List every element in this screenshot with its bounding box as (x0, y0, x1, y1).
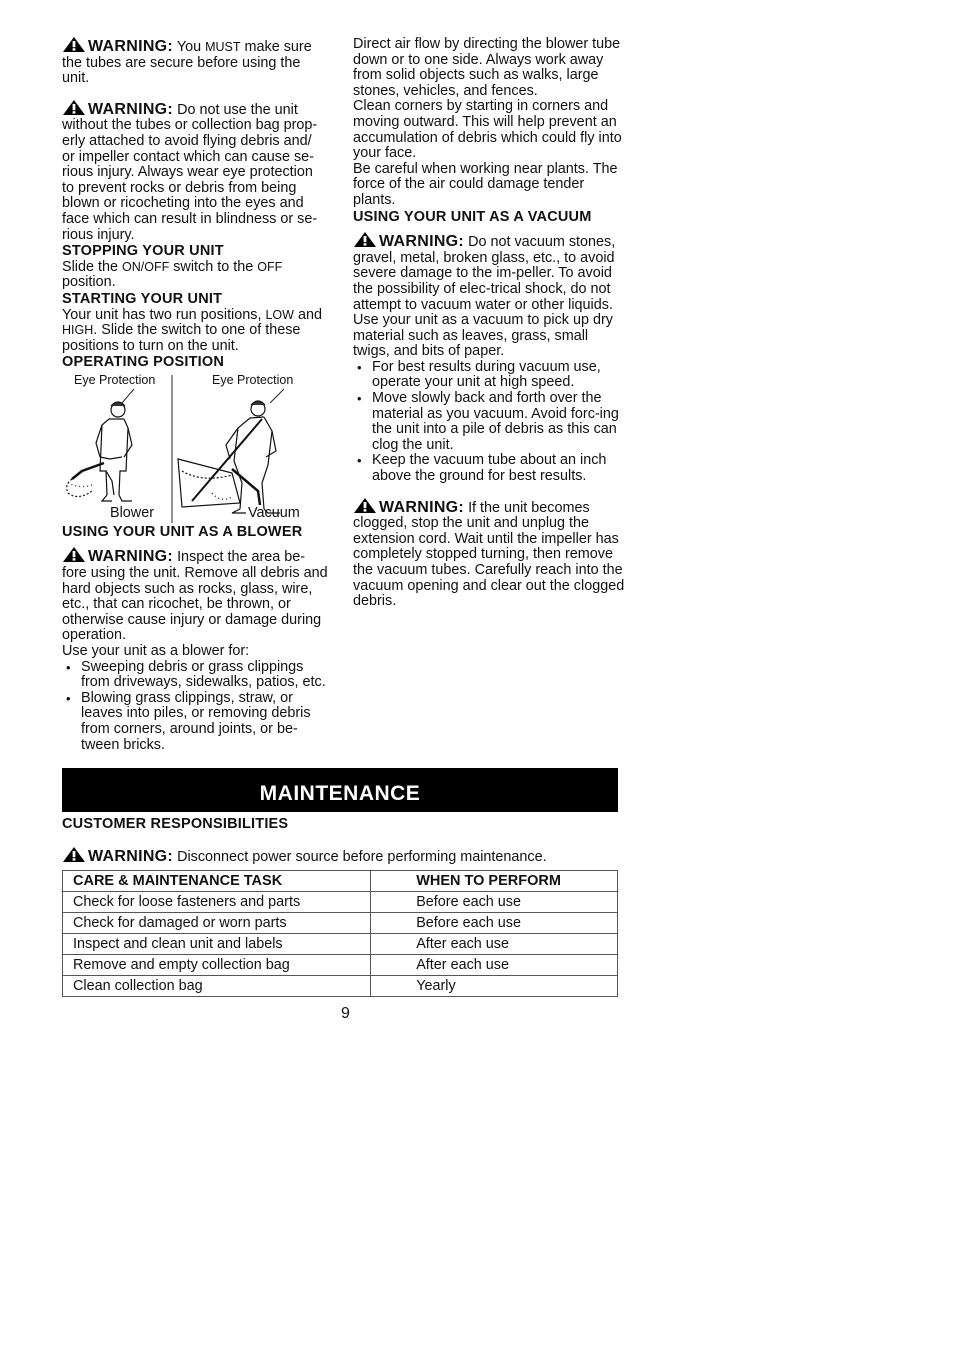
warning-label: WARNING: (88, 848, 174, 865)
warning-icon (353, 231, 377, 248)
table-cell-when: After each use (371, 934, 618, 955)
warning-icon (62, 846, 86, 863)
warning-text: You (176, 39, 206, 55)
table-cell-task: Check for damaged or worn parts (63, 913, 371, 934)
warning-text: make sure the tubes are secure before using the unit. (62, 39, 312, 87)
warning-icon (353, 497, 377, 514)
warning-tubes-secure (62, 36, 328, 87)
warning-text: Inspect the area be-fore using the unit. Remove all debris and hard objects such as rocks, glass, wire, etc., that can ricochet, be thrown, or otherwise cause injury or damage during operation. (62, 549, 328, 644)
right-column (353, 37, 625, 610)
eye-protection-label-right: Eye Protection (212, 372, 294, 387)
table-header-task: CARE & MAINTENANCE TASK (63, 871, 371, 892)
table-cell-when: After each use (371, 955, 618, 976)
list-item: • Blowing grass clippings, straw, or leaves into piles, or removing debris from corners, around joints, or be-tween bricks. (62, 691, 328, 753)
warning-icon (62, 36, 86, 53)
left-column (62, 36, 328, 753)
operator-figures-drawing (62, 373, 312, 523)
stopping-text: Slide the ON/OFF switch to the OFF position. (62, 258, 283, 291)
table-cell-task: Clean collection bag (63, 976, 371, 997)
clean-corners-text: Clean corners by starting in corners and moving outward. This will help prevent an accumulation of debris which could fly into your face. (353, 98, 622, 162)
list-item: • For best results during vacuum use, operate your unit at high speed. (353, 360, 625, 391)
page-number: 9 (341, 1005, 350, 1022)
table-cell-when: Yearly (371, 976, 618, 997)
operating-position-illustration (62, 373, 312, 523)
table-cell-when: Before each use (371, 892, 618, 913)
starting-heading: STARTING YOUR UNIT (62, 290, 223, 307)
vacuum-bullet-list (353, 360, 625, 485)
direct-air-text: Direct air flow by directing the blower tube down or to one side. Always work away from solid objects such as walks, large stones, vehicles, and fences. (353, 36, 621, 99)
list-item: • Keep the vacuum tube about an inch above the ground for best results. (353, 453, 625, 484)
warning-no-vacuum (353, 231, 625, 313)
table-cell-task: Inspect and clean unit and labels (63, 934, 371, 955)
stopping-heading: STOPPING YOUR UNIT (62, 243, 224, 260)
warning-label: WARNING: (379, 498, 465, 516)
table-header-when: WHEN TO PERFORM (371, 871, 618, 892)
vacuum-caption: Vacuum (248, 504, 300, 521)
list-item: • Move slowly back and forth over the material as you vacuum. Avoid forc-ing the unit into a pile of debris as this can clog the unit. (353, 391, 625, 453)
customer-responsibilities-heading: CUSTOMER RESPONSIBILITIES (62, 816, 289, 832)
table-cell-when: Before each use (371, 913, 618, 934)
careful-plants-text: Be careful when working near plants. The force of the air could damage tender plants. (353, 160, 618, 208)
blower-bullet-list (62, 660, 328, 754)
operating-heading: OPERATING POSITION (62, 354, 225, 371)
blower-caption: Blower (110, 504, 154, 521)
warning-text: If the unit becomes clogged, stop the unit and unplug the extension cord. Wait until the impeller has completely stopped turning, then remove the vacuum tubes. Carefully reach into the vacuum opening and clear out the clogged debris. (353, 499, 625, 610)
table-header-row (63, 871, 618, 892)
maintenance-banner: MAINTENANCE (62, 768, 618, 812)
table-row (63, 976, 618, 997)
warning-label: WARNING: (88, 548, 174, 566)
vacuum-intro: Use your unit as a vacuum to pick up dry material such as leaves, grass, small twigs, and bits of paper. (353, 312, 613, 360)
warning-text: Disconnect power source before performing maintenance. (177, 849, 547, 865)
blower-intro: Use your unit as a blower for: (62, 643, 250, 660)
warning-no-tubes (62, 99, 328, 243)
eye-protection-label-left: Eye Protection (74, 372, 156, 387)
vacuum-heading: USING YOUR UNIT AS A VACUUM (353, 208, 592, 225)
warning-icon (62, 99, 86, 116)
warning-label: WARNING: (379, 233, 465, 251)
warning-maintenance (62, 846, 547, 866)
must-text: MUST (205, 40, 241, 54)
table-row (63, 913, 618, 934)
warning-text: Do not use the unit without the tubes or collection bag prop-erly attached to avoid flying debris and/ or impeller contact which can cause se-rious injury. Always wear eye protection to prevent rocks or debris from being blown or ricocheting into the eyes and face which can result in blindness or se-rious injury. (62, 101, 318, 243)
table-cell-task: Remove and empty collection bag (63, 955, 371, 976)
table-row (63, 892, 618, 913)
table-row (63, 955, 618, 976)
warning-inspect-area (62, 546, 328, 644)
warning-label: WARNING: (88, 100, 174, 118)
warning-text: Do not vacuum stones, gravel, metal, broken glass, etc., to avoid severe damage to the im-peller. To avoid the possibility of elec-trical shock, do not attempt to vacuum water or other liquids. (353, 234, 616, 313)
warning-clogged (353, 497, 625, 610)
table-cell-task: Check for loose fasteners and parts (63, 892, 371, 913)
warning-icon (62, 546, 86, 563)
maintenance-table (62, 870, 618, 997)
list-item: • Sweeping debris or grass clippings from driveways, sidewalks, patios, etc. (62, 660, 328, 691)
blower-heading: USING YOUR UNIT AS A BLOWER (62, 523, 303, 540)
starting-text: Your unit has two run positions, LOW and HIGH. Slide the switch to one of these positions to turn on the unit. (62, 306, 322, 354)
table-row (63, 934, 618, 955)
warning-label: WARNING: (88, 38, 174, 55)
